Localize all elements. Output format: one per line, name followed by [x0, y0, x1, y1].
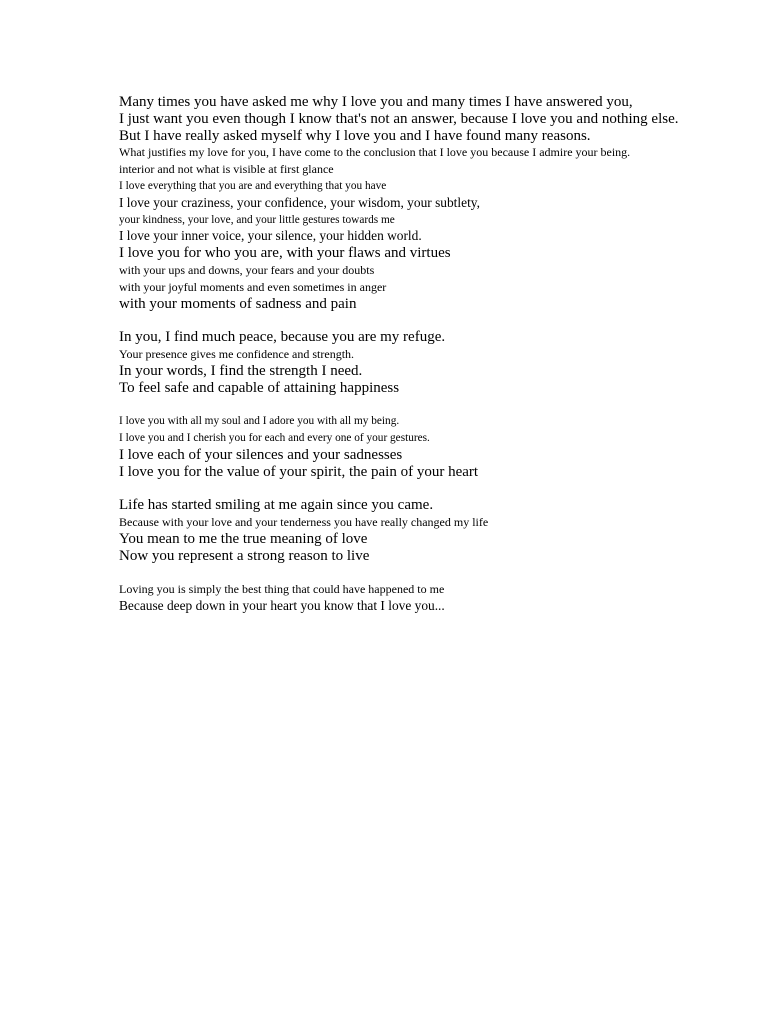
poem-line: You mean to me the true meaning of love	[119, 530, 368, 547]
poem-line: I just want you even though I know that's not an answer, because I love you and nothing else.	[119, 110, 679, 127]
poem-line: Now you represent a strong reason to live	[119, 547, 370, 564]
poem-line: I love you with all my soul and I adore you with all my being.	[119, 415, 400, 428]
poem-line: with your ups and downs, your fears and your doubts	[119, 262, 375, 277]
poem-line: I love everything that you are and everything that you have	[119, 179, 387, 192]
poem-line: I love your craziness, your confidence, your wisdom, your subtlety,	[119, 194, 480, 210]
poem-line: with your moments of sadness and pain	[119, 295, 357, 312]
stanza-gap	[119, 312, 739, 329]
poem-line: I love you for who you are, with your flaws and virtues	[119, 245, 451, 262]
poem-line: I love each of your silences and your sadnesses	[119, 446, 403, 463]
poem-line: interior and not what is visible at first glance	[119, 162, 334, 177]
stanza	[119, 497, 739, 564]
poem-line: In you, I find much peace, because you are my refuge.	[119, 329, 446, 346]
poem-line: Your presence gives me confidence and strength.	[119, 346, 355, 361]
poem-line: What justifies my love for you, I have come to the conclusion that I love you because I admire your being.	[119, 145, 631, 160]
poem-line: with your joyful moments and even sometimes in anger	[119, 279, 387, 294]
poem-line: Because deep down in your heart you know that I love you...	[119, 597, 445, 613]
poem-line: I love your inner voice, your silence, your hidden world.	[119, 228, 422, 244]
stanza-gap	[119, 396, 739, 413]
poem-line: But I have really asked myself why I love you and I have found many reasons.	[119, 127, 591, 144]
poem-line: Life has started smiling at me again since you came.	[119, 497, 434, 514]
stanza-gap	[119, 480, 739, 497]
poem-line: your kindness, your love, and your little gestures towards me	[119, 213, 395, 226]
poem-line: I love you for the value of your spirit, the pain of your heart	[119, 463, 479, 480]
stanza	[119, 581, 739, 615]
poem-line: Many times you have asked me why I love you and many times I have answered you,	[119, 94, 633, 110]
stanza	[119, 329, 739, 396]
poem-line: I love you and I cherish you for each and every one of your gestures.	[119, 431, 430, 444]
poem-line: Because with your love and your tenderness you have really changed my life	[119, 514, 489, 529]
poem-line: In your words, I find the strength I need.	[119, 362, 363, 379]
stanza	[119, 413, 739, 480]
stanza-gap	[119, 564, 739, 581]
poem-body	[119, 94, 739, 615]
stanza	[119, 94, 739, 312]
poem-line: To feel safe and capable of attaining happiness	[119, 379, 400, 396]
poem-line: Loving you is simply the best thing that could have happened to me	[119, 582, 445, 597]
